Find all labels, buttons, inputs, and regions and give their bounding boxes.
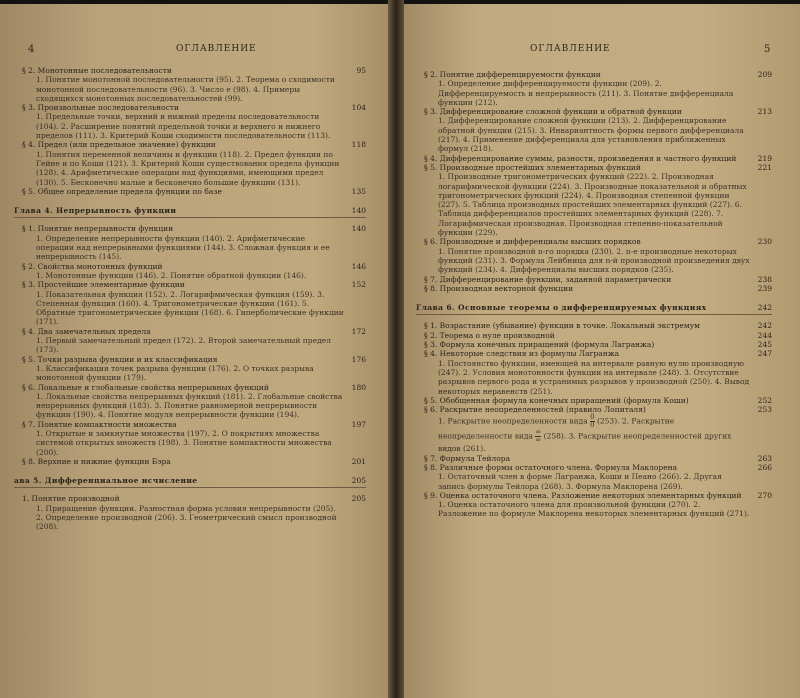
entry-subsections: 1. Монотонные функции (146). 2. Понятие обратной функции (146).: [36, 270, 307, 280]
chapter-heading: [14, 206, 366, 218]
entry-page-number: 242: [757, 303, 772, 313]
toc-entry: [14, 327, 366, 355]
entry-page-number: 252: [757, 395, 772, 405]
fraction-denominator: ∞: [535, 436, 542, 445]
toc-entry: [416, 163, 772, 237]
entry-subsections: 1. Дифференцирование сложной функции (213). 2. Дифференцирование обратной функции (215). 3. Инвариантность формы первого дифференциала (217). 4. Применение дифференциала для установления приближенных формул (218).: [438, 116, 744, 154]
entry-title: § 5. Общее определение предела функции по базе: [22, 186, 222, 196]
entry-title: § 4. Некоторые следствия из формулы Лагранжа: [424, 349, 620, 359]
toc-entry: [14, 494, 366, 531]
toc-entry: [416, 340, 772, 349]
entry-page-number: 140: [351, 206, 366, 216]
chapter-heading: [14, 476, 366, 488]
toc-entry: [416, 70, 772, 107]
entry-page-number: 172: [351, 326, 366, 336]
running-header: ОГЛАВЛЕНИЕ: [176, 44, 257, 54]
entry-title: § 4. Дифференцирование суммы, разности, произведения и частного функций: [424, 153, 737, 163]
toc-entry: [416, 107, 772, 153]
toc-entry: [416, 454, 772, 463]
entry-page-number: 245: [757, 340, 772, 350]
toc-entry: [14, 103, 366, 140]
entry-subsections: 1. Определение дифференцируемости функции (209). 2. Дифференцируемость и непрерывность (211). 3. Понятие дифференциала функции (212).: [438, 79, 734, 107]
fraction-numerator: ∞: [535, 428, 542, 437]
toc-entry: [416, 284, 772, 293]
entry-title: § 8. Различные формы остаточного члена. Формула Маклорена: [424, 462, 678, 472]
entry-page-number: 238: [757, 274, 772, 284]
entry-title: § 1. Понятие непрерывности функции: [22, 224, 174, 234]
fraction: [590, 414, 594, 429]
entry-title: § 9. Оценка остаточного члена. Разложение некоторых элементарных функций: [424, 490, 742, 500]
entry-title: § 6. Раскрытие неопределенностей (правило Лопиталя): [424, 405, 646, 415]
entry-page-number: 266: [757, 462, 772, 472]
entry-subsections: 1. Приращение функции. Разностная форма условия непрерывности (205). 2. Определение производной (206). 3. Геометрический смысл производной (208).: [36, 503, 337, 532]
entry-title: § 6. Локальные и глобальные свойства непрерывных функций: [22, 382, 269, 392]
entry-title: § 8. Верхние и нижние функции Бэра: [22, 456, 171, 466]
entry-page-number: 209: [757, 70, 772, 79]
subsection-text: (258). 3. Раскрытие неопределенностей других видов (261).: [438, 431, 732, 454]
entry-title: § 2. Теорема о нуле производной: [424, 330, 555, 340]
toc-list: [14, 66, 366, 532]
entry-title: § 3. Простейшие элементарные функции: [22, 280, 185, 290]
entry-page-number: 263: [757, 453, 772, 463]
toc-entry: [416, 349, 772, 395]
entry-page-number: 118: [351, 140, 366, 150]
entry-subsections: [416, 414, 750, 453]
book-gutter: [388, 0, 404, 698]
running-header: ОГЛАВЛЕНИЕ: [530, 44, 611, 54]
entry-page-number: 201: [351, 456, 366, 466]
toc-entry: [14, 224, 366, 261]
entry-page-number: 176: [351, 354, 366, 364]
toc-entry: [416, 237, 772, 274]
chapter-heading: [416, 303, 772, 315]
page-number: 4: [28, 44, 35, 55]
entry-title: ава 5. Дифференциальное исчисление: [14, 476, 198, 486]
toc-entry: [14, 280, 366, 326]
entry-page-number: 205: [351, 476, 366, 486]
entry-subsections: 1. Открытые и замкнутые множества (197). 2. О покрытиях множества системой открытых множеств (198). 3. Понятие компактности множества (200).: [36, 428, 332, 457]
entry-title: § 5. Производные простейших элементарных функций: [424, 162, 641, 172]
entry-page-number: 221: [757, 162, 772, 172]
fraction: [535, 429, 541, 444]
toc-entry: [416, 154, 772, 163]
left-page: [0, 4, 392, 698]
toc-entry: [416, 396, 772, 405]
entry-title: § 3. Дифференцирование сложной функции и обратной функции: [424, 107, 682, 117]
toc-entry: [416, 405, 772, 454]
toc-entry: [14, 66, 366, 103]
toc-entry: [14, 355, 366, 383]
entry-page-number: 253: [757, 405, 772, 415]
entry-page-number: 213: [757, 107, 772, 117]
page-number: 5: [764, 44, 771, 55]
toc-entry: [14, 383, 366, 420]
entry-page-number: 146: [351, 261, 366, 271]
entry-subsections: 1. Производные тригонометрических функций (222). 2. Производная логарифмической функции (224). 3. Производные показательной и обратных тригонометрических функций (224). 4. Производная степенной функции (227). 5. Таблица производных простейших элементарных функций (227). 6. Таблица дифференциалов простейших элементарных функций (228). 7. Логарифмическая производная. Производная степенно-показательной функции (229).: [438, 172, 747, 238]
entry-subsections: 1. Понятие монотонной последовательности (95). 2. Теорема о сходимости монотонной последовательности (96). 3. Число e (98). 4. Примеры сходящихся монотонных последовательностей (99).: [36, 75, 335, 103]
toc-entry: [14, 262, 366, 281]
entry-title: § 5. Обобщенная формула конечных приращений (формула Коши): [424, 395, 689, 405]
fraction-numerator: 0: [590, 413, 595, 422]
entry-page-number: 270: [757, 490, 772, 500]
entry-title: § 2. Понятие дифференцируемости функции: [424, 70, 601, 79]
toc-entry: [416, 491, 772, 519]
entry-subsections: 1. Классификация точек разрыва функции (176). 2. О точках разрыва монотонной функции (179).: [36, 363, 314, 383]
toc-entry: [416, 463, 772, 491]
entry-title: Глава 4. Непрерывность функции: [14, 206, 177, 216]
toc-entry: [416, 321, 772, 330]
toc-entry: [14, 187, 366, 196]
entry-subsections: 1. Определение непрерывности функции (140). 2. Арифметические операции над непрерывными функциями (144). 3. Сложная функция и ее непрерывность (145).: [36, 233, 330, 262]
entry-page-number: 135: [351, 186, 366, 196]
entry-page-number: 247: [757, 349, 772, 359]
entry-subsections: 1. Понятия переменной величины и функции (118). 2. Предел функции по Гейне и по Коши (121). 3. Критерий Коши существования предела функции (128). 4. Арифметические операции над функциями, имеющими предел (130). 5. Бесконечно малые и бесконечно большие функции (131).: [36, 149, 340, 187]
entry-title: § 3. Формула конечных приращений (формула Лагранжа): [424, 340, 655, 350]
entry-page-number: 205: [351, 494, 366, 504]
entry-title: § 7. Понятие компактности множества: [22, 419, 177, 429]
toc-entry: [14, 457, 366, 466]
entry-page-number: 219: [757, 153, 772, 163]
entry-title: § 3. Произвольные последовательности: [22, 103, 180, 113]
entry-page-number: 104: [351, 103, 366, 113]
entry-title: § 5. Точки разрыва функции и их классификация: [22, 354, 218, 364]
entry-page-number: 140: [351, 224, 366, 234]
toc-list: [416, 70, 772, 519]
entry-title: § 2. Монотонные последовательности: [22, 66, 172, 75]
entry-page-number: 244: [757, 330, 772, 340]
entry-title: § 8. Производная векторной функции: [424, 283, 574, 293]
entry-title: § 4. Два замечательных предела: [22, 326, 151, 336]
toc-entry: [14, 140, 366, 186]
entry-title: § 6. Производные и дифференциалы высших порядков: [424, 237, 641, 247]
entry-title: § 1. Возрастание (убывание) функции в точке. Локальный экстремум: [424, 321, 700, 331]
entry-page-number: 230: [757, 237, 772, 247]
entry-page-number: 239: [757, 283, 772, 293]
entry-title: Глава 6. Основные теоремы о дифференцируемых функциях: [416, 303, 707, 313]
entry-page-number: 95: [356, 66, 366, 75]
entry-subsections: 1. Понятие производной n-го порядка (230). 2. n-е производные некоторых функций (231). 3. Формула Лейбница для n-й производной произведения двух функций (234). 4. Дифференциалы высших порядков (235).: [438, 246, 750, 275]
entry-page-number: 152: [351, 280, 366, 290]
subsection-text: 1. Раскрытие неопределенности вида: [438, 416, 588, 426]
toc-entry: [416, 275, 772, 284]
entry-subsections: 1. Первый замечательный предел (172). 2. Второй замечательный предел (173).: [36, 336, 331, 355]
entry-title: 1. Понятие производной: [22, 494, 120, 504]
entry-title: § 2. Свойства монотонных функций: [22, 261, 163, 271]
entry-subsections: 1. Остаточный член в форме Лагранжа, Коши и Пеано (266). 2. Другая запись формулы Тейлора (268). 3. Формула Маклорена (269).: [438, 472, 722, 491]
subsection-text: (253). 2. Раскрытие неопределенности вида: [438, 416, 675, 441]
toc-entry: [416, 331, 772, 340]
entry-subsections: 1. Предельные точки, верхний и нижний пределы последовательности (104). 2. Расширение понятий предельной точки и верхнего и нижнего пределов (111). 3. Критерий Коши сходимости последовательности (113).: [36, 112, 331, 141]
entry-title: § 7. Формула Тейлора: [424, 453, 511, 463]
toc-entry: [14, 420, 366, 457]
entry-page-number: 242: [757, 321, 772, 331]
entry-page-number: 197: [351, 419, 366, 429]
fraction-denominator: 0: [590, 421, 595, 430]
entry-subsections: 1. Постоянство функции, имеющей на интервале равную нулю производную (247). 2. Условия монотонности функции на интервале (248). 3. Отсутствие разрывов первого рода и устранимых разрывов у производной (250). 4. Вывод некоторых неравенств (251).: [438, 358, 750, 396]
entry-page-number: 180: [351, 382, 366, 392]
entry-subsections: 1. Оценка остаточного члена для произвольной функции (270). 2. Разложение по формуле Маклорена некоторых элементарных функций (271).: [438, 500, 750, 519]
entry-subsections: 1. Показательная функция (152). 2. Логарифмическая функция (159). 3. Степенная функция (160). 4. Тригонометрические функции (161). 5. Обратные тригонометрические функции (168). 6. Гиперболические функции (171).: [36, 289, 344, 327]
entry-subsections: 1. Локальные свойства непрерывных функций (181). 2. Глобальные свойства непрерывных функций (183). 3. Понятие равномерной непрерывности функции (190). 4. Понятие модуля непрерывности функции (194).: [36, 391, 343, 420]
right-page: [400, 4, 800, 698]
entry-title: § 4. Предел (или предельное значение) функции: [22, 140, 216, 150]
entry-title: § 7. Дифференцирование функции, заданной параметрически: [424, 274, 672, 284]
